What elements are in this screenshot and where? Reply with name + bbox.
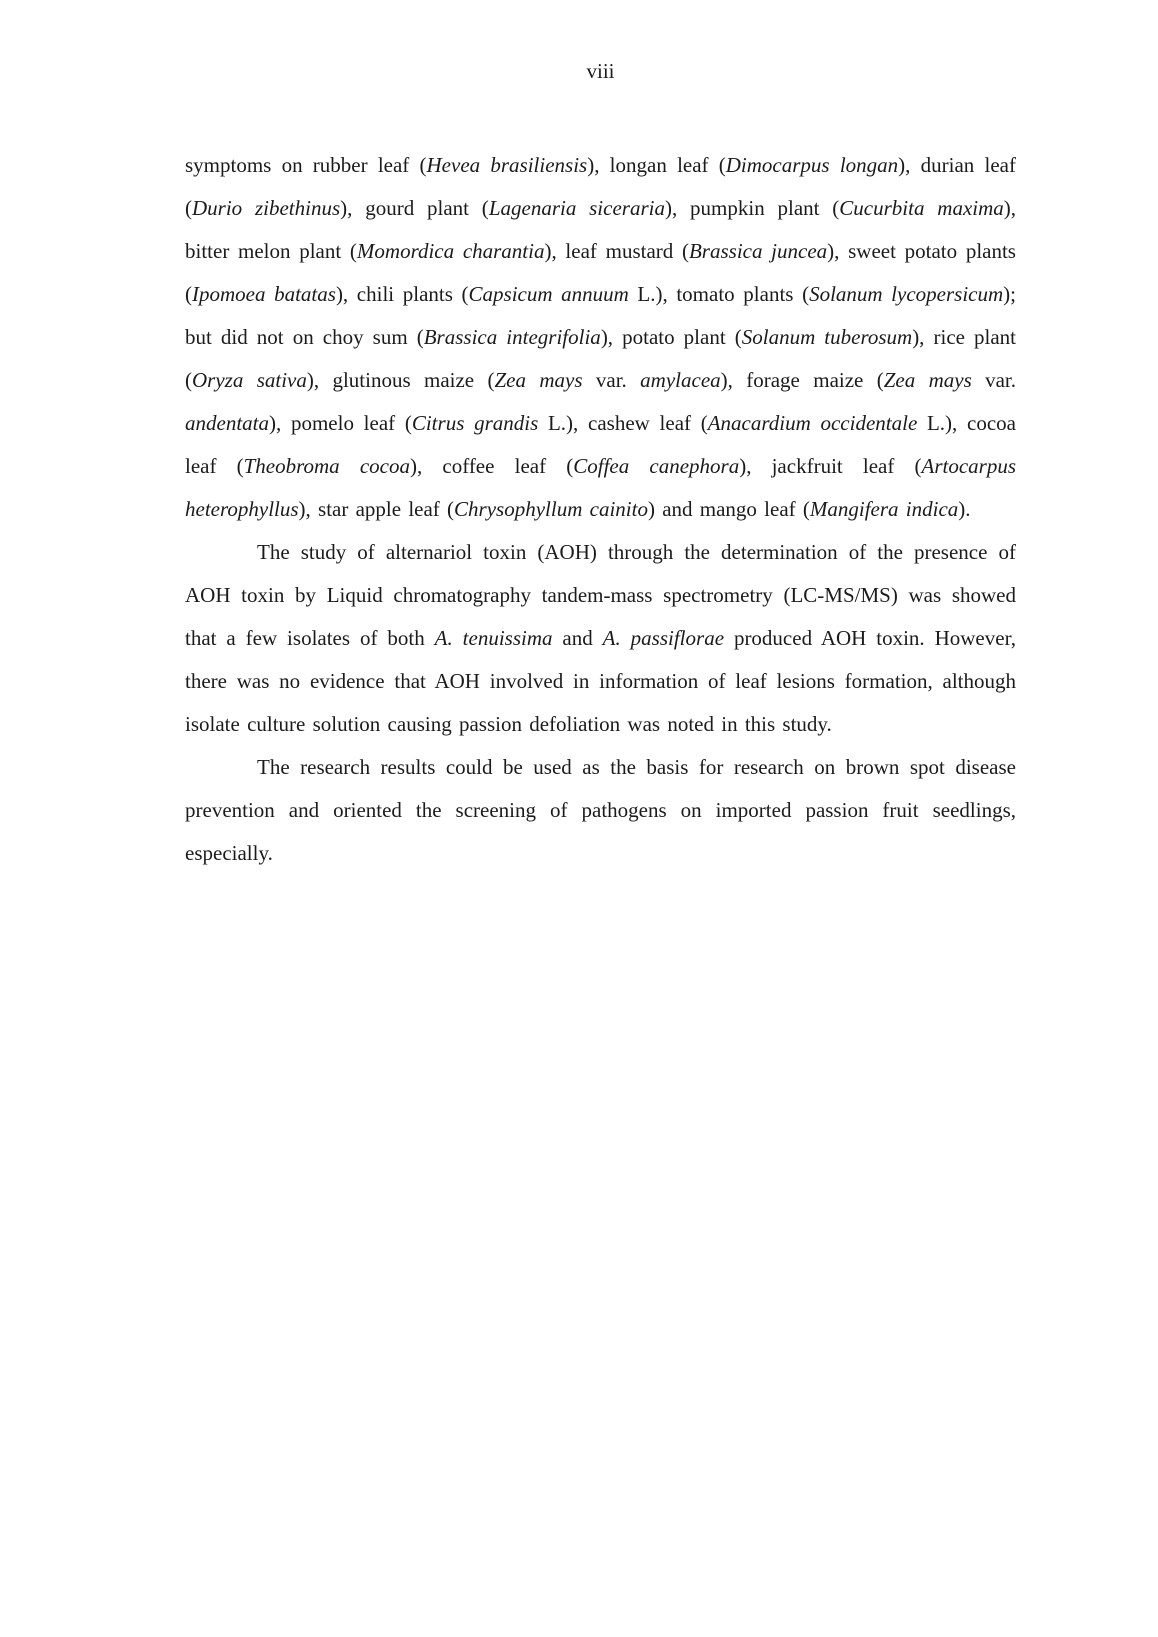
species-name-italic: Chrysophyllum cainito	[454, 497, 648, 521]
species-name-italic: andentata	[185, 411, 269, 435]
text-run: The research results could be used as the basis for research on brown spot disease prevention and oriented the screening of pathogens on imported passion fruit seedlings, especially.	[185, 755, 1016, 865]
text-run: ).	[958, 497, 971, 521]
text-run: ), potato plant (	[600, 325, 742, 349]
species-name-italic: Cucurbita maxima	[839, 196, 1004, 220]
species-name-italic: Brassica integrifolia	[423, 325, 601, 349]
paragraph	[185, 531, 1016, 746]
text-run: ), sweet potato plants (	[185, 239, 1016, 306]
species-name-italic: Lagenaria siceraria	[488, 196, 665, 220]
text-run: ), star apple leaf (	[298, 497, 455, 521]
text-run: ), bitter melon plant (	[185, 196, 1017, 263]
species-name-italic: A. passiflorae	[602, 626, 725, 650]
text-run: var.	[582, 368, 641, 392]
species-name-italic: Theobroma cocoa	[243, 454, 410, 478]
species-name-italic: Dimocarpus longan	[725, 153, 899, 177]
text-run: ), chili plants (	[335, 282, 469, 306]
paragraph	[185, 746, 1016, 875]
species-name-italic: Mangifera indica	[809, 497, 959, 521]
text-run: ); but did not on choy sum (	[185, 282, 1016, 349]
text-run: ) and mango leaf (	[647, 497, 810, 521]
species-name-italic: Citrus grandis	[411, 411, 539, 435]
species-name-italic: Solanum lycopersicum	[809, 282, 1004, 306]
species-name-italic: Oryza sativa	[192, 368, 307, 392]
species-name-italic: Anacardium occidentale	[707, 411, 918, 435]
paragraph	[185, 144, 1016, 531]
text-run: ), glutinous maize (	[306, 368, 495, 392]
species-name-italic: Solanum tuberosum	[741, 325, 913, 349]
text-run: ), gourd plant (	[340, 196, 489, 220]
species-name-italic: A. tenuissima	[434, 626, 553, 650]
species-name-italic: Brassica juncea	[688, 239, 828, 263]
text-run: ), coffee leaf (	[409, 454, 574, 478]
species-name-italic: Zea mays	[883, 368, 972, 392]
text-run: ), forage maize (	[720, 368, 884, 392]
text-run: var.	[971, 368, 1017, 392]
species-name-italic: Zea mays	[494, 368, 583, 392]
text-run: ), rice plant (	[185, 325, 1017, 392]
text-run: ), pumpkin plant (	[664, 196, 840, 220]
text-run: ), pomelo leaf (	[269, 411, 412, 435]
text-run: ), longan leaf (	[587, 153, 726, 177]
text-run: L.), cocoa leaf (	[185, 411, 1016, 478]
species-name-italic: Capsicum annuum	[468, 282, 629, 306]
text-run: The study of alternariol toxin (AOH) through the determination of the presence of AOH toxin by Liquid chromatography tandem-mass spectrometry (LC-MS/MS) was showed that a few isolates of both	[185, 540, 1016, 650]
species-name-italic: Hevea brasiliensis	[426, 153, 588, 177]
species-name-italic: Artocarpus heterophyllus	[185, 454, 1017, 521]
text-run: and	[552, 626, 603, 650]
species-name-italic: amylacea	[640, 368, 721, 392]
text-run: ), durian leaf (	[185, 153, 1016, 220]
text-run: L.), tomato plants (	[628, 282, 810, 306]
page-number: viii	[586, 59, 615, 83]
species-name-italic: Momordica charantia	[356, 239, 545, 263]
page-body-text	[185, 144, 1016, 875]
text-run: ), jackfruit leaf (	[739, 454, 922, 478]
species-name-italic: Coffea canephora	[573, 454, 740, 478]
species-name-italic: Ipomoea batatas	[192, 282, 336, 306]
text-run: L.), cashew leaf (	[538, 411, 708, 435]
text-run: produced AOH toxin. However, there was no evidence that AOH involved in information of leaf lesions formation, although isolate culture solution causing passion defoliation was noted in this study.	[185, 626, 1016, 736]
species-name-italic: Durio zibethinus	[192, 196, 341, 220]
text-run: symptoms on rubber leaf (	[185, 153, 427, 177]
text-run: ), leaf mustard (	[544, 239, 689, 263]
